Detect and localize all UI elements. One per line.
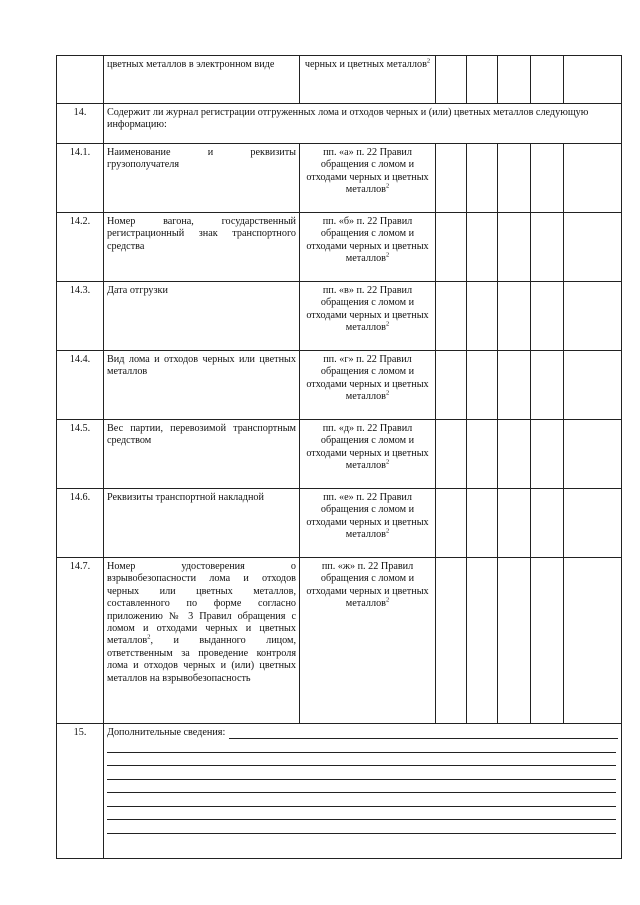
answer-na-cell[interactable]	[498, 213, 531, 282]
desc-cell: цветных металлов в электронном виде	[104, 56, 300, 104]
answer-yes-cell[interactable]	[436, 420, 467, 489]
answer-extra-cell[interactable]	[531, 144, 564, 213]
answer-na-cell[interactable]	[498, 489, 531, 558]
item-number: 14.4.	[57, 351, 104, 420]
table-row	[57, 351, 622, 420]
answer-no-cell[interactable]	[467, 144, 498, 213]
footnote-mark: 2	[385, 596, 390, 604]
table-row	[57, 282, 622, 351]
desc-text-b: , и выданного лицом, ответственным за проведение контроля лома и отходов черных и (или) цветных металлов на взрывобезопасность	[107, 635, 296, 684]
item-number: 14.1.	[57, 144, 104, 213]
item-number: 15.	[57, 724, 104, 859]
requirement-cell	[300, 420, 436, 489]
answer-yes-cell[interactable]	[436, 351, 467, 420]
answer-no-cell[interactable]	[467, 420, 498, 489]
requirement-cell	[300, 282, 436, 351]
comment-cell[interactable]	[564, 351, 622, 420]
fill-line[interactable]	[107, 753, 616, 767]
table-row-15	[57, 724, 622, 859]
footnote-mark: 2	[385, 320, 390, 328]
desc-cell: Вид лома и отходов черных или цветных металлов	[104, 351, 300, 420]
desc-cell: Реквизиты транспортной накладной	[104, 489, 300, 558]
requirement-cell	[300, 351, 436, 420]
answer-yes-cell[interactable]	[436, 282, 467, 351]
desc-text-a: Номер удостоверения о взрывобезопасности лома и отходов черных или цветных металлов, составленного по форме согласно приложению № 3 Правил обращения с ломом и отходами черных и цветных металлов	[107, 561, 296, 647]
fill-line[interactable]	[107, 807, 616, 821]
table-row	[57, 213, 622, 282]
answer-extra-cell[interactable]	[531, 213, 564, 282]
requirement-text: пп. «е» п. 22 Правил обращения с ломом и отходами черных и цветных металлов	[306, 492, 429, 541]
requirement-cell	[300, 558, 436, 724]
requirement-cell	[300, 144, 436, 213]
comment-cell[interactable]	[564, 213, 622, 282]
fill-line[interactable]	[107, 780, 616, 794]
requirement-cell	[300, 489, 436, 558]
fill-line[interactable]	[107, 766, 616, 780]
requirement-text: пп. «в» п. 22 Правил обращения с ломом и отходами черных и цветных металлов	[306, 285, 429, 334]
item-number: 14.3.	[57, 282, 104, 351]
additional-info-line	[107, 727, 618, 739]
fill-line[interactable]	[107, 820, 616, 834]
answer-no-cell[interactable]	[467, 282, 498, 351]
answer-no-cell[interactable]	[467, 558, 498, 724]
answer-na-cell[interactable]	[498, 282, 531, 351]
answer-no-cell[interactable]	[467, 351, 498, 420]
desc-cell: Вес партии, перевозимой транспортным средством	[104, 420, 300, 489]
table-row-14	[57, 104, 622, 144]
answer-na-cell[interactable]	[498, 56, 531, 104]
comment-cell[interactable]	[564, 144, 622, 213]
table-row	[57, 420, 622, 489]
table-row-continued	[57, 56, 622, 104]
footnote-mark: 2	[385, 389, 390, 397]
footnote-mark: 2	[147, 634, 151, 642]
comment-cell[interactable]	[564, 282, 622, 351]
fill-line[interactable]	[107, 793, 616, 807]
item-number: 14.7.	[57, 558, 104, 724]
answer-na-cell[interactable]	[498, 351, 531, 420]
answer-na-cell[interactable]	[498, 144, 531, 213]
requirement-cell	[300, 56, 436, 104]
table-row-14-7	[57, 558, 622, 724]
footnote-mark: 2	[385, 527, 390, 535]
answer-extra-cell[interactable]	[531, 558, 564, 724]
answer-extra-cell[interactable]	[531, 282, 564, 351]
requirement-cell	[300, 213, 436, 282]
checklist-table	[56, 55, 622, 859]
desc-cell: Номер вагона, государственный регистрационный знак транспортного средства	[104, 213, 300, 282]
additional-info-cell	[104, 724, 622, 859]
answer-yes-cell[interactable]	[436, 558, 467, 724]
answer-extra-cell[interactable]	[531, 489, 564, 558]
item-number: 14.6.	[57, 489, 104, 558]
answer-no-cell[interactable]	[467, 213, 498, 282]
table-row	[57, 489, 622, 558]
answer-no-cell[interactable]	[467, 489, 498, 558]
answer-na-cell[interactable]	[498, 558, 531, 724]
requirement-text: пп. «б» п. 22 Правил обращения с ломом и отходами черных и цветных металлов	[306, 216, 429, 265]
footnote-mark: 2	[426, 57, 431, 65]
comment-cell[interactable]	[564, 420, 622, 489]
desc-cell: Дата отгрузки	[104, 282, 300, 351]
fill-line[interactable]	[107, 739, 616, 753]
desc-cell: Наименование и реквизиты грузополучателя	[104, 144, 300, 213]
answer-no-cell[interactable]	[467, 56, 498, 104]
item-number: 14.5.	[57, 420, 104, 489]
item-question: Содержит ли журнал регистрации отгруженных лома и отходов черных и (или) цветных металлов следующую информацию:	[104, 104, 622, 144]
answer-yes-cell[interactable]	[436, 56, 467, 104]
answer-yes-cell[interactable]	[436, 489, 467, 558]
fill-line[interactable]	[229, 727, 618, 739]
requirement-text: пп. «а» п. 22 Правил обращения с ломом и отходами черных и цветных металлов	[306, 147, 429, 196]
additional-info-label: Дополнительные сведения:	[107, 727, 226, 738]
answer-yes-cell[interactable]	[436, 213, 467, 282]
comment-cell[interactable]	[564, 558, 622, 724]
footnote-mark: 2	[385, 251, 390, 259]
item-number: 14.	[57, 104, 104, 144]
requirement-text: черных и цветных металлов	[304, 59, 427, 70]
table-row	[57, 144, 622, 213]
answer-extra-cell[interactable]	[531, 420, 564, 489]
answer-extra-cell[interactable]	[531, 56, 564, 104]
desc-cell	[104, 558, 300, 724]
comment-cell[interactable]	[564, 56, 622, 104]
answer-na-cell[interactable]	[498, 420, 531, 489]
requirement-text: пп. «д» п. 22 Правил обращения с ломом и отходами черных и цветных металлов	[306, 423, 429, 472]
comment-cell[interactable]	[564, 489, 622, 558]
requirement-text: пп. «г» п. 22 Правил обращения с ломом и отходами черных и цветных металлов	[306, 354, 429, 403]
num-cell	[57, 56, 104, 104]
footnote-mark: 2	[385, 182, 390, 190]
answer-yes-cell[interactable]	[436, 144, 467, 213]
item-number: 14.2.	[57, 213, 104, 282]
answer-extra-cell[interactable]	[531, 351, 564, 420]
requirement-text: пп. «ж» п. 22 Правил обращения с ломом и отходами черных и цветных металлов	[306, 561, 429, 610]
footnote-mark: 2	[385, 458, 390, 466]
